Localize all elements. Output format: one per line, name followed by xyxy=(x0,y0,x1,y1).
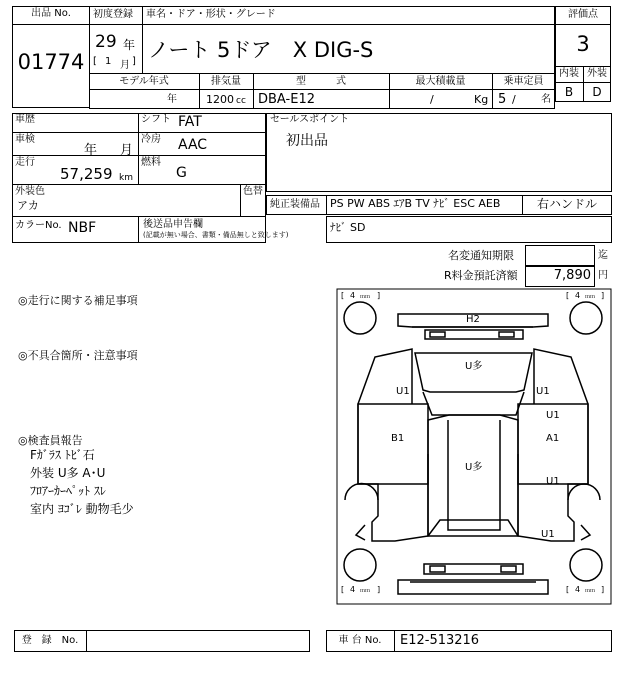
tire-rear-left xyxy=(344,302,376,334)
capacity-unit: 名 xyxy=(541,94,551,105)
ac-label: 冷房 xyxy=(141,134,161,145)
tire-label-fr-tag: ｍｍ xyxy=(585,588,596,594)
mileage-value: 57,259 xyxy=(60,165,113,183)
name-change-suffix: 迄 xyxy=(598,250,608,261)
model-name: ノート 5ドア X DIG-S xyxy=(148,38,374,62)
fuel-value: G xyxy=(176,165,187,181)
model-year-unit: 年 xyxy=(167,94,177,105)
mark-bonnet: U多 xyxy=(465,462,483,473)
inspection-year-unit: 年 xyxy=(84,143,98,158)
tire-label-rr-close: ] xyxy=(601,291,605,300)
tire-label-fl-close: ] xyxy=(377,585,381,594)
mark-roof: U多 xyxy=(465,361,483,372)
tire-label-fl-tag: ｍｍ xyxy=(360,588,371,594)
tire-label-rr-tag: ｍｍ xyxy=(585,294,596,300)
tire-label-rr-num: 4 xyxy=(575,291,581,300)
tire-label-rl-tag: ｍｍ xyxy=(360,294,371,300)
inspector-line: 外装 U多 A･U xyxy=(30,466,106,480)
exterior-grade: D xyxy=(592,85,602,99)
shift-value: FAT xyxy=(178,114,202,130)
tire-label-fr-close: ] xyxy=(601,585,605,594)
registration-month: 1 xyxy=(105,56,112,67)
ext-color-value: アカ xyxy=(17,199,39,212)
sales-point-label: セールスポイント xyxy=(270,114,350,125)
max-load-label: 最大積載量 xyxy=(415,76,466,87)
steering-value: 右ハンドル xyxy=(536,197,597,211)
month-close: ] xyxy=(132,56,136,67)
lot-number: 01774 xyxy=(17,50,85,74)
tire-label-fl: [ xyxy=(341,585,345,594)
displacement-value: 1200 xyxy=(206,93,234,106)
chassis-no-label: 車 台 No. xyxy=(338,635,382,646)
capacity-value: 5 xyxy=(498,92,507,107)
capacity-label: 乗車定員 xyxy=(503,76,544,87)
history-label: 車歴 xyxy=(15,114,35,125)
mark-right-rear-fender: U1 xyxy=(536,386,550,397)
model-name-label: 車名・ドア・形状・グレード xyxy=(146,9,276,20)
sales-point-value: 初出品 xyxy=(286,133,328,149)
tire-label-rr: [ xyxy=(566,291,570,300)
score-label: 評価点 xyxy=(568,9,598,20)
ac-value: AAC xyxy=(178,137,208,153)
lot-number-label: 出品 No. xyxy=(31,8,71,19)
interior-grade: B xyxy=(564,85,574,99)
fuel-label: 燃料 xyxy=(141,157,161,168)
aftermarket-note: (記載が無い場合、書類・備品無しと致します) xyxy=(143,231,289,239)
exterior-label: 外装 xyxy=(587,68,607,79)
first-registration-label: 初度登録 xyxy=(93,9,133,20)
inspector-line: Fｶﾞﾗｽ ﾄﾋﾞ石 xyxy=(30,448,95,462)
genuine-value: PS PW ABS ｴｱB TV ﾅﾋﾞ ESC AEB xyxy=(330,197,501,210)
month-unit: 月 xyxy=(120,60,130,71)
mark-right-door-3: U1 xyxy=(546,476,560,487)
chassis-no-value: E12-513216 xyxy=(400,633,480,648)
recycle-value: 7,890 xyxy=(553,268,591,283)
displacement-unit: cc xyxy=(236,96,246,106)
inspector-line: 室内 ﾖｺﾞﾚ 動物毛少 xyxy=(30,502,134,516)
max-load-unit: Kg xyxy=(474,93,489,106)
mark-right-door-1: U1 xyxy=(546,410,560,421)
color-no-label: カラーNo. xyxy=(15,220,62,231)
mileage-unit: km xyxy=(119,173,133,183)
tire-front-left xyxy=(344,549,376,581)
mark-rear-bumper: H2 xyxy=(466,314,480,325)
score-value: 3 xyxy=(576,32,590,56)
color-no-value: NBF xyxy=(68,220,97,236)
aftermarket-label: 後送品申告欄 xyxy=(143,219,203,230)
type-label: 型 式 xyxy=(296,76,346,87)
mark-left-rear-fender: U1 xyxy=(396,386,410,397)
aftermarket-value: ﾅﾋﾞ SD xyxy=(330,221,366,234)
tire-label-rl: [ xyxy=(341,291,345,300)
name-change-label: 名変通知期限 xyxy=(448,249,514,262)
month-open: [ xyxy=(93,56,97,67)
inspector-report-label: ◎検査員報告 xyxy=(18,434,83,447)
mark-left-door: B1 xyxy=(391,433,405,444)
driving-remarks-label: ◎走行に関する補足事項 xyxy=(18,294,138,307)
tire-label-fr: [ xyxy=(566,585,570,594)
defect-remarks-label: ◎不具合箇所・注意事項 xyxy=(18,349,138,362)
max-load-sep: / xyxy=(430,93,434,106)
inspector-line: ﾌﾛｱｰｶｰﾍﾟｯﾄ ｽﾚ xyxy=(30,484,106,498)
repaint-label: 色替 xyxy=(243,186,263,197)
interior-label: 内装 xyxy=(559,68,579,79)
year-unit: 年 xyxy=(123,38,136,52)
capacity-sep: / xyxy=(512,93,516,106)
genuine-label: 純正装備品 xyxy=(270,199,320,210)
inspection-month-unit: 月 xyxy=(120,143,134,158)
ext-color-label: 外装色 xyxy=(15,186,45,197)
tire-label-fl-num: 4 xyxy=(350,585,356,594)
shift-label: シフト xyxy=(141,114,171,125)
model-year-label: モデル年式 xyxy=(119,76,169,87)
mark-right-front-fender: U1 xyxy=(541,529,555,540)
tire-front-right xyxy=(570,549,602,581)
recycle-label: R料金預託済額 xyxy=(444,269,518,282)
tire-label-rl-num: 4 xyxy=(350,291,356,300)
registration-no-label: 登 録 No. xyxy=(21,635,79,646)
registration-year: 29 xyxy=(95,32,117,52)
tire-label-fr-num: 4 xyxy=(575,585,581,594)
recycle-unit: 円 xyxy=(598,270,608,281)
displacement-label: 排気量 xyxy=(211,76,241,87)
inspection-label: 車検 xyxy=(15,134,35,145)
type-value: DBA-E12 xyxy=(258,92,315,107)
tire-rear-right xyxy=(570,302,602,334)
mileage-label: 走行 xyxy=(15,157,35,168)
tire-label-rl-close: ] xyxy=(377,291,381,300)
mark-right-door-2: A1 xyxy=(546,433,560,444)
